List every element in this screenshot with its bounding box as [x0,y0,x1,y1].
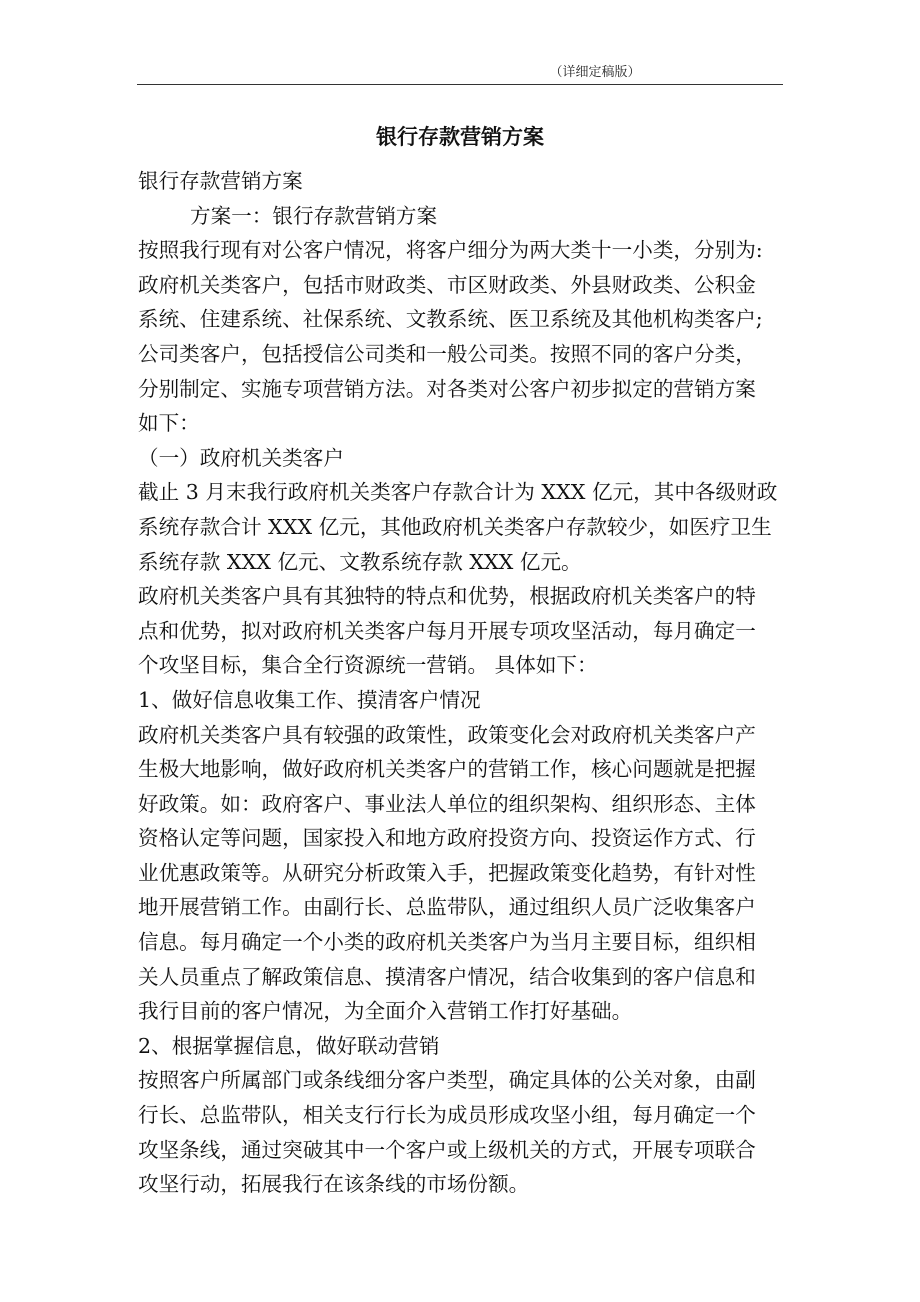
body-line: 按照我行现有对公客户情况，将客户细分为两大类十一小类，分别为: [138,238,763,263]
body-line: 公司类客户，包括授信公司类和一般公司类。按照不同的客户分类， [138,341,756,366]
body-line: 如下： [138,411,200,436]
subsection-heading: 2、根据掌握信息，做好联动营销 [138,1033,440,1058]
body-line: 资格认定等问题，国家投入和地方政府投资方向、投资运作方式、行 [138,826,756,851]
body-line: 点和优势，拟对政府机关类客户每月开展专项攻坚活动，每月确定一 [138,618,756,643]
section-heading: （一）政府机关类客户 [138,445,344,470]
body-line: 按照客户所属部门或条线细分客户类型，确定具体的公关对象，由副 [138,1068,756,1093]
body-line: 信息。每月确定一个小类的政府机关类客户为当月主要目标，组织相 [138,930,756,955]
document-title: 银行存款营销方案 [376,124,544,149]
body-line: 生极大地影响，做好政府机关类客户的营销工作，核心问题就是把握 [138,757,756,782]
body-line: 系统、住建系统、社保系统、文教系统、医卫系统及其他机构类客户; [138,307,763,332]
body-line: 方案一：银行存款营销方案 [190,203,438,228]
subsection-heading: 1、做好信息收集工作、摸清客户情况 [138,687,481,712]
body-line: 政府机关类客户具有其独特的特点和优势，根据政府机关类客户的特 [138,584,756,609]
body-line: 攻坚条线，通过突破其中一个客户或上级机关的方式，开展专项联合 [138,1137,756,1162]
body-line: 银行存款营销方案 [138,169,303,193]
body-line: 截止 3 月末我行政府机关类客户存款合计为 XXX 亿元，其中各级财政 [138,480,778,505]
body-line: 个攻坚目标，集合全行资源统一营销。 具体如下： [138,653,598,678]
document-body [138,164,788,1202]
header-divider [137,84,783,85]
body-line: 攻坚行动，拓展我行在该条线的市场份额。 [138,1172,530,1197]
body-line: 政府机关类客户，包括市财政类、市区财政类、外县财政类、公积金 [138,272,756,297]
body-line: 好政策。如：政府客户、事业法人单位的组织架构、组织形态、主体 [138,791,756,816]
body-line: 关人员重点了解政策信息、摸清客户情况，结合收集到的客户信息和 [138,964,756,989]
body-line: 分别制定、实施专项营销方法。对各类对公客户初步拟定的营销方案 [138,376,756,401]
body-line: 地开展营销工作。由副行长、总监带队，通过组织人员广泛收集客户 [138,895,756,920]
body-line: 系统存款 XXX 亿元、文教系统存款 XXX 亿元。 [138,549,582,574]
body-line: 行长、总监带队，相关支行行长为成员形成攻坚小组，每月确定一个 [138,1103,756,1128]
body-line: 我行目前的客户情况，为全面介入营销工作打好基础。 [138,999,633,1024]
body-line: 系统存款合计 XXX 亿元，其他政府机关类客户存款较少，如医疗卫生 [138,514,772,539]
body-line: 业优惠政策等。从研究分析政策入手，把握政策变化趋势，有针对性 [138,860,756,885]
header-note: （详细定稿版） [549,65,641,80]
body-line: 政府机关类客户具有较强的政策性，政策变化会对政府机关类客户产 [138,722,756,747]
